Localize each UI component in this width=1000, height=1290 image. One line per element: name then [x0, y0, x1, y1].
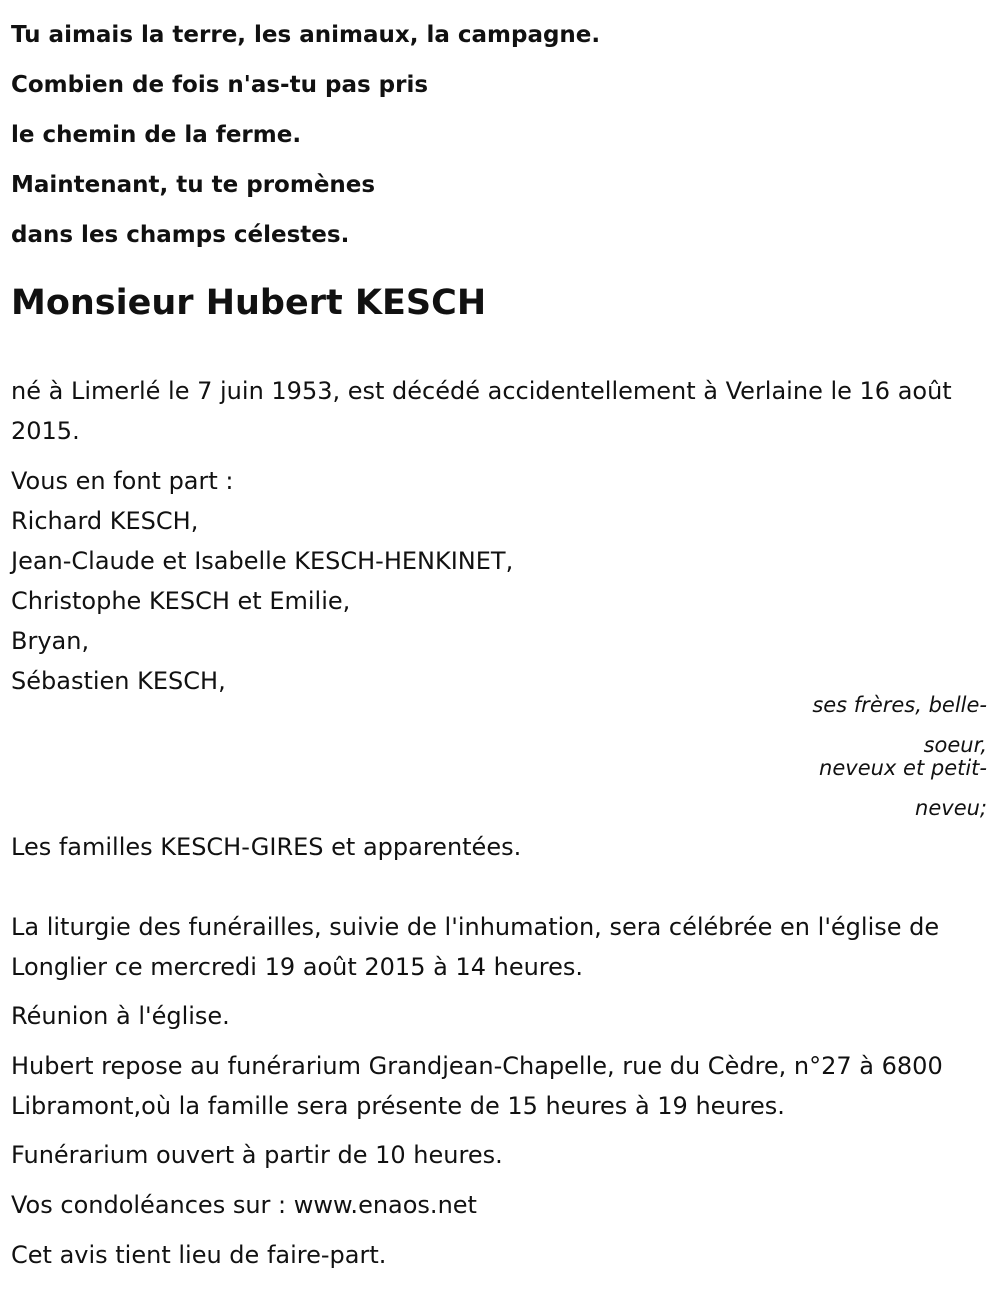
family-member: Christophe KESCH et Emilie, — [11, 587, 351, 615]
meeting-line: Réunion à l'église. — [11, 1002, 230, 1030]
deceased-name: Monsieur Hubert KESCH — [11, 283, 487, 323]
liturgy-paragraph: La liturgie des funérailles, suivie de l'inhumation, sera célébrée en l'église de Longlier ce mercredi 19 août 2015 à 14 heures. — [11, 913, 940, 981]
poem-line-4: Maintenant, tu te promènes — [11, 172, 376, 198]
poem-line-5: dans les champs célestes. — [11, 222, 350, 248]
poem — [11, 10, 911, 260]
rest-place-paragraph: Hubert repose au funérarium Grandjean-Chapelle, rue du Cèdre, n°27 à 6800 Libramont,où la famille sera présente de 15 heures à 19 heures. — [11, 1052, 943, 1120]
relation-line: neveux et petit- — [819, 756, 987, 780]
opening-hours-line: Funérarium ouvert à partir de 10 heures. — [11, 1141, 503, 1169]
relation-line: soeur, — [923, 733, 987, 757]
poem-line-2: Combien de fois n'as-tu pas pris — [11, 72, 429, 98]
family-member: Richard KESCH, — [11, 507, 199, 535]
family-member: Sébastien KESCH, — [11, 667, 226, 695]
condolences-line: Vos condoléances sur : www.enaos.net — [11, 1191, 477, 1219]
family-member: Bryan, — [11, 627, 90, 655]
relation-line: neveu; — [915, 796, 987, 820]
families-line: Les familles KESCH-GIRES et apparentées. — [11, 833, 522, 861]
relation-line: ses frères, belle- — [812, 693, 987, 717]
poem-line-1: Tu aimais la terre, les animaux, la campagne. — [11, 22, 601, 48]
birth-death-paragraph: né à Limerlé le 7 juin 1953, est décédé accidentellement à Verlaine le 16 août 2015. — [11, 377, 952, 445]
poem-line-3: le chemin de la ferme. — [11, 122, 302, 148]
family-member: Jean-Claude et Isabelle KESCH-HENKINET, — [11, 547, 514, 575]
notice-line: Cet avis tient lieu de faire-part. — [11, 1241, 387, 1269]
announcers-intro: Vous en font part : — [11, 467, 234, 495]
